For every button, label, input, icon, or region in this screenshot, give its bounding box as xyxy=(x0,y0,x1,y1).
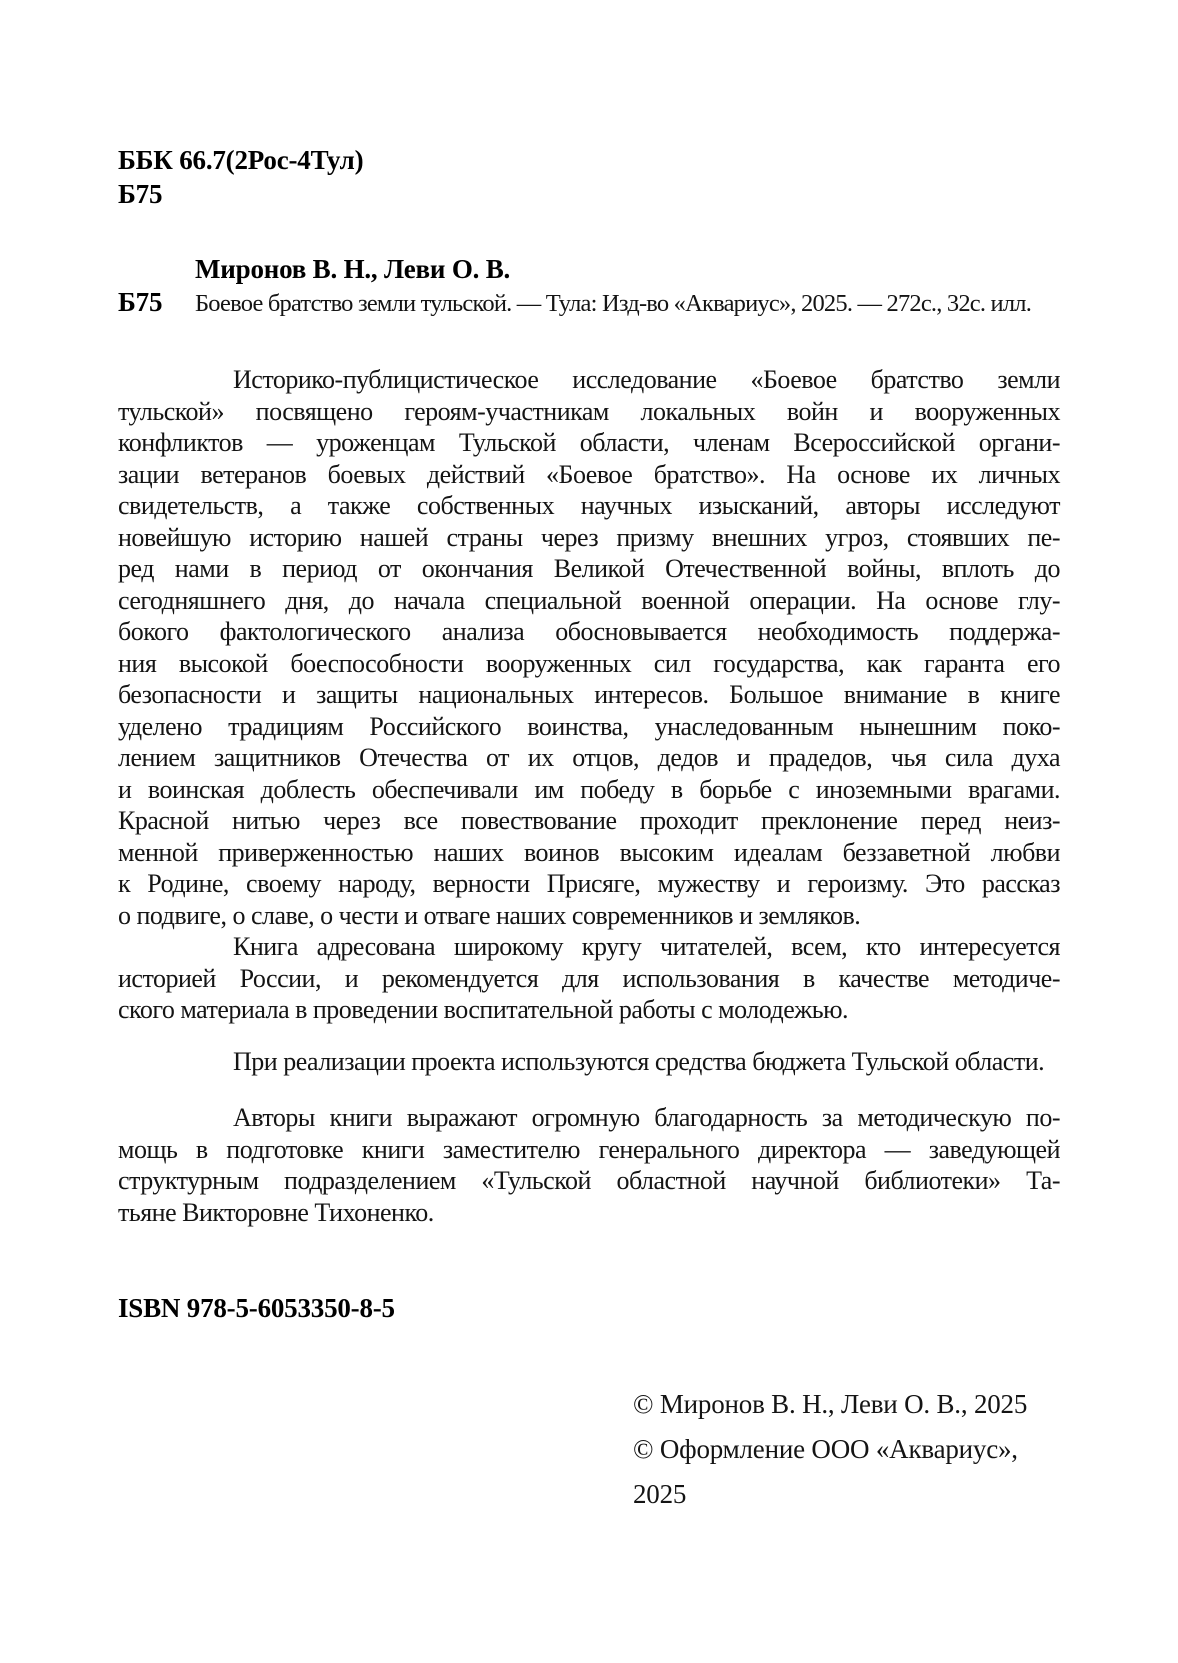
text-line: бокого фактологического анализа обосновывается необходимость поддержа- xyxy=(118,617,1060,646)
text-line: новейшую историю нашей страны через призму внешних угроз, стоявших пе- xyxy=(118,522,1060,552)
text-line: менной приверженностью наших воинов высоким идеалам беззаветной любви xyxy=(118,837,1060,867)
text-line: сегодняшнего дня, до начала специальной военной операции. На основе глу- xyxy=(118,585,1060,615)
funding-note: При реализации проекта используются средства бюджета Тульской области. xyxy=(233,1046,1045,1076)
catalog-entry xyxy=(118,253,1060,320)
text-line: Авторы книги выражают огромную благодарность за методическую по- xyxy=(233,1103,1060,1132)
text-line: Книга адресована широкому кругу читателей, всем, кто интересуется xyxy=(233,932,1060,961)
annotation-paragraph-2 xyxy=(118,931,1060,1026)
text-line: структурным подразделением «Тульской областной научной библиотеки» Та- xyxy=(118,1166,1060,1195)
text-line: уделено традициям Российского воинства, унаследованным нынешним поко- xyxy=(118,711,1060,741)
text-line: к Родине, своему народу, верности Присяге, мужеству и героизму. Это рассказ xyxy=(118,869,1060,898)
copyright-block xyxy=(633,1382,1060,1517)
catalog-code: Б75 xyxy=(118,287,163,317)
isbn: ISBN 978-5-6053350-8-5 xyxy=(118,1293,395,1323)
text-line: ского материала в проведении воспитательной работы с молодежью. xyxy=(118,995,849,1024)
catalog-description: Боевое братство земли тульской. — Тула: Изд-во «Аквариус», 2025. — 272с., 32с. илл. xyxy=(195,290,1032,317)
text-line: тьяне Викторовне Тихоненко. xyxy=(118,1197,434,1227)
copyright-authors: © Миронов В. Н., Леви О. В., 2025 xyxy=(633,1389,1028,1419)
text-line: Историко-публицистическое исследование «Боевое братство земли xyxy=(233,365,1060,394)
bbk-code: ББК 66.7(2Рос-4Тул) xyxy=(118,145,364,175)
text-line: свидетельств, а также собственных научных изысканий, авторы исследуют xyxy=(118,491,1060,520)
text-line: ред нами в период от окончания Великой Отечественной войны, вплоть до xyxy=(118,554,1060,583)
text-line: ния высокой боеспособности вооруженных сил государства, как гаранта его xyxy=(118,648,1060,678)
text-line: зации ветеранов боевых действий «Боевое братство». На основе их личных xyxy=(118,459,1060,489)
text-line: лением защитников Отечества от их отцов, дедов и прадедов, чья сила духа xyxy=(118,743,1060,772)
text-line: тульской» посвящено героям-участникам локальных войн и вооруженных xyxy=(118,396,1060,426)
text-line: конфликтов — уроженцам Тульской области, членам Всероссийской органи- xyxy=(118,428,1060,457)
copyright-design: © Оформление ООО «Аквариус», 2025 xyxy=(633,1434,1018,1509)
text-line: безопасности и защиты национальных интересов. Большое внимание в книге xyxy=(118,680,1060,709)
text-line: историей России, и рекомендуется для использования в качестве методиче- xyxy=(118,963,1060,993)
catalog-record xyxy=(118,286,1060,320)
text-line: Красной нитью через все повествование проходит преклонение перед неиз- xyxy=(118,806,1060,835)
annotation-paragraph-1 xyxy=(118,364,1060,931)
acknowledgment-paragraph xyxy=(118,1102,1060,1228)
text-line: мощь в подготовке книги заместителю генерального директора — заведующей xyxy=(118,1134,1060,1164)
catalog-authors: Миронов В. Н., Леви О. В. xyxy=(195,254,511,284)
text-line: о подвиге, о славе, о чести и отваге наших современников и земляков. xyxy=(118,900,861,930)
text-line: и воинская доблесть обеспечивали им победу в борьбе с иноземными врагами. xyxy=(118,774,1060,804)
bbk-block xyxy=(118,143,1060,211)
author-sign: Б75 xyxy=(118,179,163,209)
annotation xyxy=(118,364,1060,1026)
